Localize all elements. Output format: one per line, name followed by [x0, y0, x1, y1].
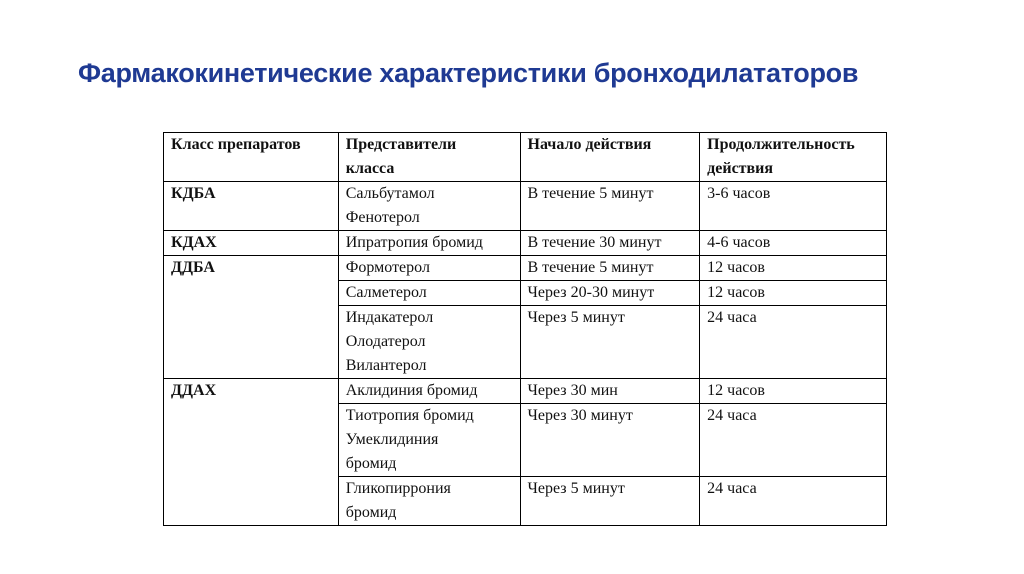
- table-row: [164, 231, 887, 256]
- onset-cell: Через 5 минут: [520, 306, 700, 379]
- header-line: Продолжительность: [707, 136, 855, 153]
- onset-cell: Через 30 мин: [520, 379, 700, 404]
- header-line: Представители: [345, 136, 457, 153]
- onset-cell: В течение 5 минут: [520, 256, 700, 281]
- header-onset: [520, 133, 700, 182]
- table-row: [164, 256, 887, 281]
- header-representatives: [338, 133, 520, 182]
- onset-cell: Через 20-30 минут: [520, 281, 700, 306]
- drug-name: Сальбутамол: [345, 185, 435, 202]
- drugs-cell: [338, 281, 520, 306]
- onset-cell: В течение 5 минут: [520, 182, 700, 231]
- header-line: Начало действия: [527, 136, 652, 153]
- onset-cell: В течение 30 минут: [520, 231, 700, 256]
- drug-name: Вилантерол: [345, 357, 427, 374]
- onset-cell: Через 30 минут: [520, 404, 700, 477]
- drug-name: Умеклидиния: [345, 431, 439, 448]
- drug-name: Формотерол: [345, 259, 430, 276]
- header-duration: [700, 133, 887, 182]
- drug-name: Олодатерол: [345, 333, 426, 350]
- class-cell-kdba: КДБА: [164, 182, 339, 231]
- duration-cell: 24 часа: [700, 404, 887, 477]
- table-row: [164, 379, 887, 404]
- drug-name: Тиотропия бромид: [345, 407, 474, 424]
- header-line: Класс препаратов: [171, 136, 301, 153]
- drug-name: Индакатерол: [345, 309, 434, 326]
- drugs-cell: [338, 256, 520, 281]
- drugs-cell: [338, 231, 520, 256]
- drugs-cell: [338, 379, 520, 404]
- pharmacokinetics-table: [163, 132, 887, 526]
- duration-cell: 24 часа: [700, 477, 887, 526]
- slide-title: Фармакокинетические характеристики бронходилататоров: [78, 58, 859, 88]
- drugs-cell: [338, 182, 520, 231]
- header-class: [164, 133, 339, 182]
- drugs-cell: [338, 404, 520, 477]
- duration-cell: 24 часа: [700, 306, 887, 379]
- header-line: действия: [707, 160, 774, 177]
- duration-cell: 12 часов: [700, 281, 887, 306]
- duration-cell: 4-6 часов: [700, 231, 887, 256]
- class-cell-ddah: ДДАХ: [164, 379, 339, 526]
- table-row: [164, 182, 887, 231]
- drugs-cell: [338, 477, 520, 526]
- drug-name: Фенотерол: [345, 209, 420, 226]
- drug-name: Ипратропия бромид: [345, 234, 483, 251]
- drug-name: Салметерол: [345, 284, 427, 301]
- duration-cell: 12 часов: [700, 379, 887, 404]
- class-cell-ddba: ДДБА: [164, 256, 339, 379]
- duration-cell: 3-6 часов: [700, 182, 887, 231]
- drug-name: бромид: [345, 504, 397, 521]
- drug-name: бромид: [345, 455, 397, 472]
- drugs-cell: [338, 306, 520, 379]
- duration-cell: 12 часов: [700, 256, 887, 281]
- class-cell-kdah: КДАХ: [164, 231, 339, 256]
- table-header-row: [164, 133, 887, 182]
- drug-name: Гликопиррония: [345, 480, 451, 497]
- header-line: класса: [345, 160, 395, 177]
- drug-name: Аклидиния бромид: [345, 382, 478, 399]
- onset-cell: Через 5 минут: [520, 477, 700, 526]
